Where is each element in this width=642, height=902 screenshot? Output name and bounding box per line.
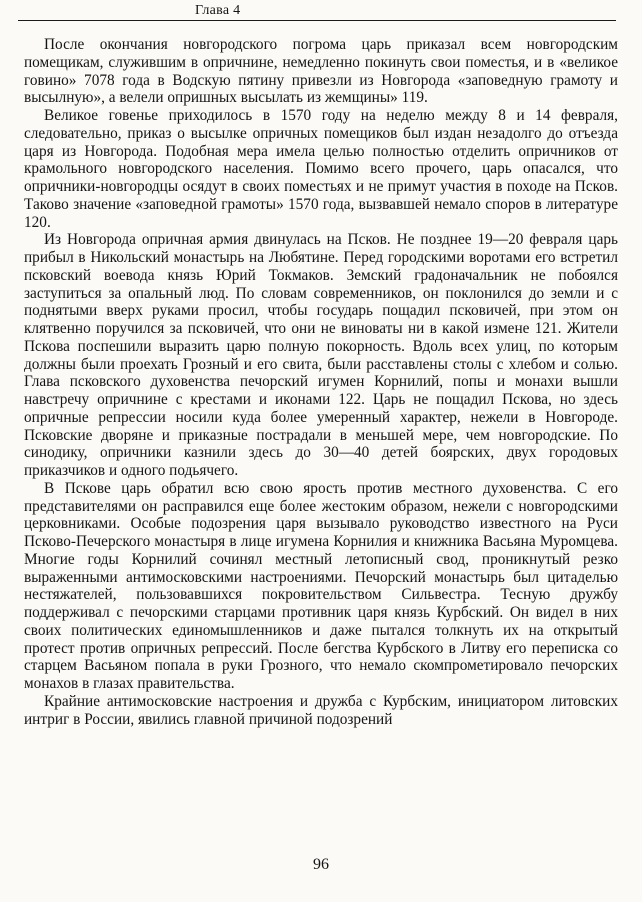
paragraph-2: Великое говенье приходилось в 1570 году на неделю между 8 и 14 февраля, следовательно, приказ о высылке опричных помещиков был издан незадолго до отъезда царя из Новгорода. Подобная мера имела целью полностью отделить опричников от крамольного новгородского населения. Помимо всего прочего, царь опасался, что опричники-новгородцы осядут в своих поместьях и не примут участия в походе на Псков. Таково значение «заповедной грамоты» 1570 года, вызвавшей немало споров в литературе 120.: [24, 107, 618, 231]
running-head: Глава 4: [195, 3, 241, 18]
page-header: [0, 0, 642, 28]
paragraph-4: В Пскове царь обратил всю свою ярость против местного духовенства. С его представителями он расправился еще более жестоким образом, нежели с новгородскими церковниками. Особые подозрения царя вызывало руководство известного на Руси Псково-Печерского монастыря в лице игумена Корнилия и книжника Васьяна Муромцева. Многие годы Корнилий сочинял местный летописный свод, проникнутый резко выраженными антимосковскими настроениями. Печорский монастырь был цитаделью нестяжателей, пользовавшихся покровительством Сильвестра. Тесную дружбу поддерживал с печорскими старцами противник царя князь Курбский. Он видел в них своих политических единомышленников и даже пытался толкнуть их на открытый протест против опричных репрессий. После бегства Курбского в Литву его переписка со старцем Васьяном попала в руки Грозного, что немало скомпрометировало печорских монахов в глазах правительства.: [24, 479, 618, 692]
header-rule: [18, 20, 616, 21]
paragraph-3: Из Новгорода опричная армия двинулась на Псков. Не позднее 19—20 февраля царь прибыл в Никольский монастырь на Любятине. Перед городскими воротами его встретил псковский воевода князь Юрий Токмаков. Земский градоначальник не побоялся заступиться за опальный люд. По словам современников, он поклонился до земли и с поднятыми вверх руками просил, чтобы государь пощадил псковичей, при этом он клятвенно поручился за псковичей, что они не виноваты ни в какой измене 121. Жители Пскова поспешили выразить царю полную покорность. Вдоль всех улиц, по которым должны были проехать Грозный и его свита, были расставлены столы с хлебом и солью. Глава псковского духовенства печорский игумен Корнилий, попы и монахи вышли навстречу опричнине с крестами и иконами 122. Царь не пощадил Пскова, но здесь опричные репрессии носили куда более умеренный характер, нежели в Новгороде. Псковские дворяне и приказные пострадали в меньшей мере, чем новгородские. По синодику, опричники казнили здесь до 30—40 детей боярских, двух городовых приказчиков и одного подьячего.: [24, 231, 618, 479]
page-number: 96: [313, 856, 329, 873]
paragraph-1: После окончания новгородского погрома царь приказал всем новгородским помещикам, служившим в опричнине, немедленно покинуть свои поместья, и в «великое говино» 7078 года в Водскую пятину привезли из Новгорода «заповедную грамоту и высылную», а велели опришных высылать из жемщины» 119.: [24, 36, 618, 107]
body-text: [24, 36, 618, 728]
paragraph-5: Крайние антимосковские настроения и дружба с Курбским, инициатором литовских интриг в России, явились главной причиной подозрений: [24, 692, 618, 728]
